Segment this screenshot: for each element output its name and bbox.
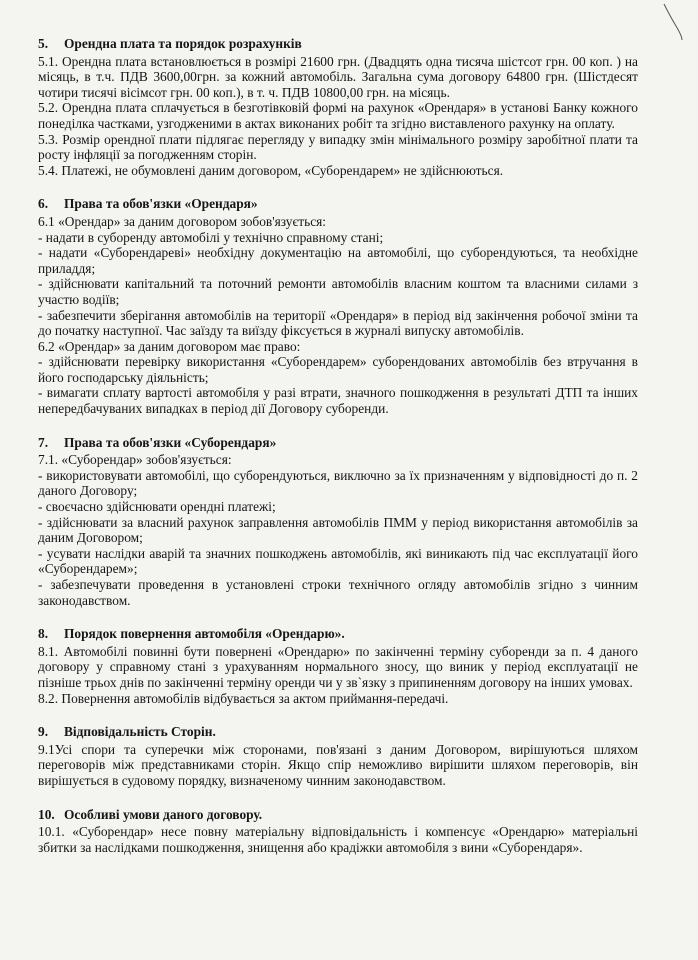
section-heading	[38, 196, 638, 212]
clause-paragraph: 10.1. «Суборендар» несе повну матеріальну відповідальність і компенсує «Орендарю» матеріальні збитки за наслідками пошкодження, знищення або крадіжки автомобіля з вини «Суборендаря».	[38, 824, 638, 855]
clause-paragraph: 6.2 «Орендар» за даним договором має право:	[38, 338, 301, 354]
clause-paragraph: - використовувати автомобілі, що суборендуються, виключно за їх призначенням у відповідності до п. 2 даного Договору;	[38, 467, 638, 499]
section-heading	[38, 724, 638, 740]
section-heading	[38, 626, 638, 642]
section-number: 10.	[38, 806, 55, 822]
clause-paragraph: - надати «Суборендареві» необхідну документацію на автомобілі, що суборендуються, та необхідне приладдя;	[38, 245, 638, 276]
clause-paragraph: - забезпечити зберігання автомобілів на території «Орендаря» в період від закінчення робочої зміни та до початку наступної. Час заїзду та виїзду фіксується в журналі випуску автомобілів.	[38, 307, 638, 339]
clause-paragraph: - усувати наслідки аварій та значних пошкоджень автомобілів, які виникають під час експлуатації його «Суборендарем»;	[38, 545, 638, 577]
section-number: 5.	[38, 36, 49, 51]
section-title: Особливі умови даного договору.	[64, 806, 263, 822]
clause-paragraph: - надати в суборенду автомобілі у технічно справному стані;	[38, 229, 384, 245]
section-title: Права та обов'язки «Орендаря»	[64, 196, 258, 212]
section-title: Відповідальність Сторін.	[64, 724, 216, 740]
document-page	[38, 36, 638, 873]
clause-paragraph: - забезпечувати проведення в установлені строки технічного огляду автомобілів згідно з чинним законодавством.	[38, 577, 638, 608]
clause-paragraph: - здійснювати за власний рахунок заправлення автомобілів ПММ у період використання автомобілів за даним Договором;	[38, 514, 638, 546]
clause-paragraph: 6.1 «Орендар» за даним договором зобов'язується:	[38, 213, 327, 229]
clause-paragraph: - вимагати сплату вартості автомобіля у разі втрати, значного пошкодження в результаті ДТП та інших непередбачуваних випадках в період дії Договору суборенди.	[38, 385, 638, 417]
section-5-payment	[38, 36, 638, 178]
section-10-special-terms	[38, 807, 638, 856]
section-number: 8.	[38, 626, 49, 642]
section-7-sublessee-rights	[38, 435, 638, 609]
clause-paragraph: - своєчасно здійснювати орендні платежі;	[38, 499, 276, 515]
clause-paragraph: 5.3. Розмір орендної плати підлягає перегляду у випадку змін мінімального розміру заробітної плати та росту інфляції за погодженням сторін.	[38, 131, 638, 163]
clause-paragraph: 8.2. Повернення автомобілів відбувається за актом приймання-передачі.	[38, 690, 449, 706]
clause-paragraph: 7.1. «Суборендар» зобов'язується:	[38, 452, 232, 468]
section-number: 7.	[38, 434, 49, 450]
clause-paragraph: 8.1. Автомобілі повинні бути повернені «Орендарю» по закінченні терміну суборенди за п. 4 даного договору у справному стані з урахуванням нормального зносу, що виник у період експлуатації не пізніше трьох днів по закінченні терміну оренди чи у зв`язку з припиненням договору на інших умовах.	[38, 643, 638, 690]
clause-paragraph: - здійснювати капітальний та поточний ремонти автомобілів власним коштом та власними силами з участю водіїв;	[38, 276, 638, 307]
section-9-liability	[38, 724, 638, 788]
clause-paragraph: 5.4. Платежі, не обумовлені даним договором, «Суборендарем» не здійснюються.	[38, 162, 504, 178]
clause-paragraph: 9.1Усі спори та суперечки між сторонами, пов'язані з даним Договором, вирішуються шляхом переговорів між представниками сторін. Якщо спір неможливо вирішити шляхом переговорів, він вирішується в судовому порядку, визначеному чинним законодавством.	[38, 741, 638, 788]
section-heading	[38, 807, 638, 823]
clause-paragraph: 5.2. Орендна плата сплачується в безготівковій формі на рахунок «Орендаря» в установі Банку кожного понеділка частками, узгодженими в актах виконаних робіт та згідно виставленого рахунку на оплату.	[38, 100, 638, 131]
section-title: Порядок повернення автомобіля «Орендарю».	[64, 626, 345, 642]
section-number: 6.	[38, 196, 49, 212]
section-heading	[38, 36, 638, 52]
section-number: 9.	[38, 724, 49, 740]
section-heading	[38, 435, 638, 451]
section-6-lessor-rights	[38, 196, 638, 416]
clause-paragraph: 5.1. Орендна плата встановлюється в розмірі 21600 грн. (Двадцять одна тисяча шістсот грн. 00 коп. ) на місяць, в т.ч. ПДВ 3600,00грн. за кожний автомобіль. Загальна сума договору 64800 грн. (Шістдесят чотири тисячі вісімсот грн. 00 коп.), в т. ч. ПДВ 10800,00 грн. на місяць.	[38, 53, 638, 100]
pen-mark-icon	[662, 2, 684, 42]
section-title: Права та обов'язки «Суборендаря»	[64, 434, 277, 450]
clause-paragraph: - здійснювати перевірку використання «Суборендарем» суборендованих автомобілів без втручання в його господарську діяльність;	[38, 354, 638, 385]
section-title: Орендна плата та порядок розрахунків	[64, 36, 302, 51]
section-8-return	[38, 626, 638, 706]
